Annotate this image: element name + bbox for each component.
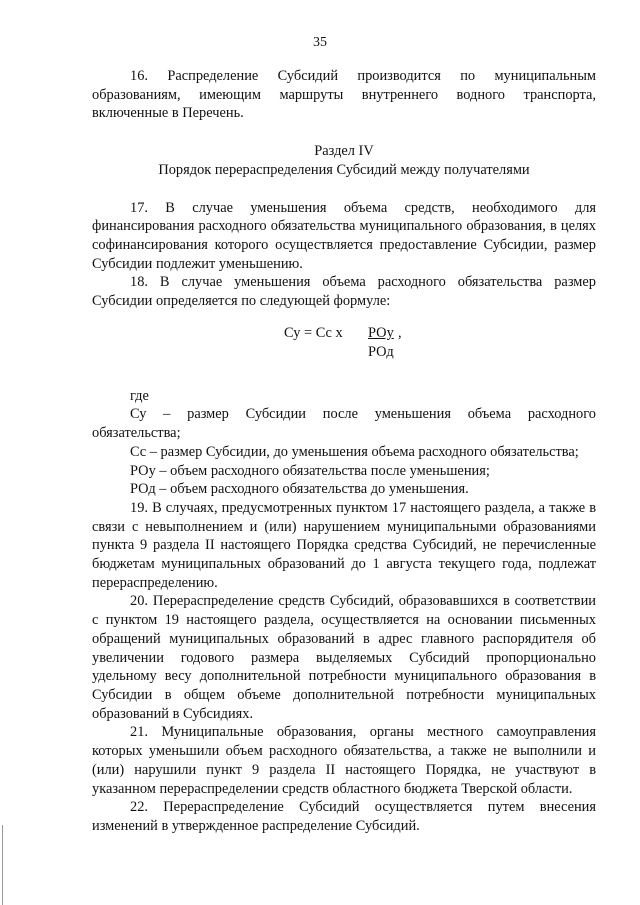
formula-left-side: Су = Сс х [284, 324, 343, 341]
paragraph-16: 16. Распределение Субсидий производится по муниципальным образованиям, имеющим маршруты внутреннего водного транспорта, включенные в Перечень. [92, 68, 596, 122]
definition-su: Су – размер Субсидии после уменьшения объема расходного обязательства; [92, 406, 596, 442]
paragraph-17: 17. В случае уменьшения объема средств, необходимого для финансирования расходного обязательства муниципального образования, в целях софинансирования которого осуществляется предоставление Субсидии, размер Субсидии подлежит уменьшению. [92, 199, 596, 272]
document-body [92, 67, 596, 836]
paragraph-19: 19. В случаях, предусмотренных пунктом 17 настоящего раздела, а также в связи с невыполнением и (или) нарушением муниципальными образованиями пункта 9 раздела II настоящего Порядка средства Субсидий, не перечисленные бюджетам муниципальных образований до 1 августа текущего года, подлежат перераспределению. [92, 499, 596, 591]
paragraph-18: 18. В случае уменьшения объема расходного обязательства размер Субсидии определяется по следующей формуле: [92, 274, 596, 310]
section-subtitle: Порядок перераспределения Субсидий между получателями [158, 161, 530, 178]
subsidy-formula [92, 321, 596, 377]
page-number: 35 [313, 35, 327, 50]
paragraph-21: 21. Муниципальные образования, органы местного самоуправления которых уменьшили объем расходного обязательства, а также не выполнили и (или) нарушили пункт 9 раздела II настоящего Порядка, не участвуют в указанном перераспределении средств областного бюджета Тверской области. [92, 724, 596, 797]
definition-rod: РОд – объем расходного обязательства до уменьшения. [130, 481, 469, 498]
formula-denominator: РОд [368, 343, 394, 360]
formula-comma: , [398, 324, 402, 341]
where-label: где [130, 387, 149, 404]
section-title: Раздел IV [314, 143, 374, 160]
formula-numerator: РОу [368, 324, 394, 341]
definition-rou: РОу – объем расходного обязательства после уменьшения; [130, 462, 490, 479]
definition-ss: Сс – размер Субсидии, до уменьшения объема расходного обязательства; [130, 443, 579, 460]
paragraph-20: 20. Перераспределение средств Субсидий, образовавшихся в соответствии с пунктом 19 настоящего раздела, осуществляется на основании письменных обращений муниципальных образований в адрес главного распорядителя об увеличении годового размера выделяемых Субсидий пропорционально удельному весу дополнительной потребности муниципального образования в Субсидии в общем объеме дополнительной потребности муниципальных образований в Субсидиях. [92, 593, 596, 722]
paragraph-22: 22. Перераспределение Субсидий осуществляется путем внесения изменений в утвержденное распределение Субсидий. [92, 799, 596, 834]
scan-edge-line [2, 825, 3, 905]
